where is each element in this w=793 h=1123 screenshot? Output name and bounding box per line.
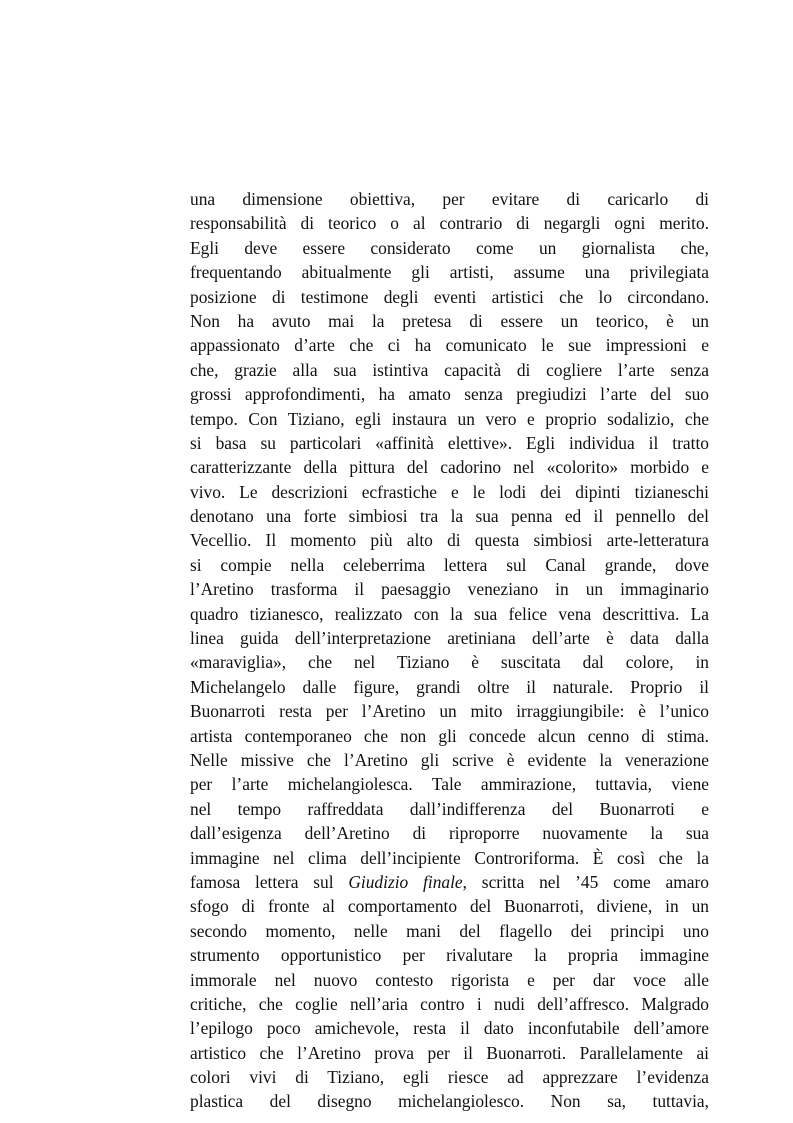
text-line: Michelangelo dalle figure, grandi oltre il naturale. Proprio il xyxy=(190,676,709,697)
text-line: nel tempo raffreddata dall’indifferenza del Buonarroti e xyxy=(190,798,709,819)
italic-work-title: Giudizio finale xyxy=(348,871,463,892)
text-line: quadro tizianesco, realizzato con la sua felice vena descrittiva. La xyxy=(190,603,709,624)
text-line: frequentando abitualmente gli artisti, assume una privilegiata xyxy=(190,262,709,283)
text-segment: , scritta nel ’45 come amaro xyxy=(462,871,709,892)
text-line: Vecellio. Il momento più alto di questa simbiosi arte-letteratura xyxy=(190,530,709,551)
text-line: strumento opportunistico per rivalutare la propria immagine xyxy=(190,945,709,966)
text-line: «maraviglia», che nel Tiziano è suscitata dal colore, in xyxy=(190,652,709,673)
text-line: l’Aretino trasforma il paesaggio veneziano in un immaginario xyxy=(190,579,709,600)
text-line: secondo momento, nelle mani del flagello dei principi uno xyxy=(190,920,709,941)
text-line: Non ha avuto mai la pretesa di essere un teorico, è un xyxy=(190,310,709,331)
text-segment: famosa lettera sul xyxy=(190,871,349,892)
text-line: l’epilogo poco amichevole, resta il dato inconfutabile dell’amore xyxy=(190,1018,709,1039)
text-line: sfogo di fronte al comportamento del Buonarroti, diviene, in un xyxy=(190,896,709,917)
text-line: appassionato d’arte che ci ha comunicato le sue impressioni e xyxy=(190,335,709,356)
text-line: vivo. Le descrizioni ecfrastiche e le lodi dei dipinti tizianeschi xyxy=(190,481,709,502)
text-line: immorale nel nuovo contesto rigorista e per dar voce alle xyxy=(190,969,709,990)
text-line-with-italic-title xyxy=(190,870,709,894)
text-line: Nelle missive che l’Aretino gli scrive è evidente la venerazione xyxy=(190,749,709,770)
text-line: artista contemporaneo che non gli concede alcun cenno di stima. xyxy=(190,725,709,746)
text-line: per l’arte michelangiolesca. Tale ammirazione, tuttavia, viene xyxy=(190,774,709,795)
text-line: plastica del disegno michelangiolesco. Non sa, tuttavia, xyxy=(190,1091,709,1112)
text-line: grossi approfondimenti, ha amato senza pregiudizi l’arte del suo xyxy=(190,384,709,405)
text-line: artistico che l’Aretino prova per il Buonarroti. Parallelamente ai xyxy=(190,1042,709,1063)
text-line: si basa su particolari «affinità elettive». Egli individua il tratto xyxy=(190,432,709,453)
body-text xyxy=(190,187,709,1114)
text-line: una dimensione obiettiva, per evitare di caricarlo di xyxy=(190,189,709,209)
text-line: critiche, che coglie nell’aria contro i nudi dell’affresco. Malgrado xyxy=(190,993,709,1014)
text-line: che, grazie alla sua istintiva capacità di cogliere l’arte senza xyxy=(190,359,709,380)
text-line: immagine nel clima dell’incipiente Controriforma. È così che la xyxy=(190,847,709,868)
text-line: Buonarroti resta per l’Aretino un mito irraggiungibile: è l’unico xyxy=(190,701,709,722)
text-line: si compie nella celeberrima lettera sul Canal grande, dove xyxy=(190,554,709,575)
text-line: denotano una forte simbiosi tra la sua penna ed il pennello del xyxy=(190,506,709,527)
text-line: tempo. Con Tiziano, egli instaura un vero e proprio sodalizio, che xyxy=(190,408,709,429)
text-line: Egli deve essere considerato come un giornalista che, xyxy=(190,237,709,258)
text-line: posizione di testimone degli eventi artistici che lo circondano. xyxy=(190,286,709,307)
text-line: colori vivi di Tiziano, egli riesce ad apprezzare l’evidenza xyxy=(190,1067,709,1088)
text-line: responsabilità di teorico o al contrario di negargli ogni merito. xyxy=(190,213,709,234)
text-line: caratterizzante della pittura del cadorino nel «colorito» morbido e xyxy=(190,457,709,478)
text-line: linea guida dell’interpretazione aretiniana dell’arte è data dalla xyxy=(190,628,709,649)
text-line: dall’esigenza dell’Aretino di riproporre nuovamente la sua xyxy=(190,823,709,844)
